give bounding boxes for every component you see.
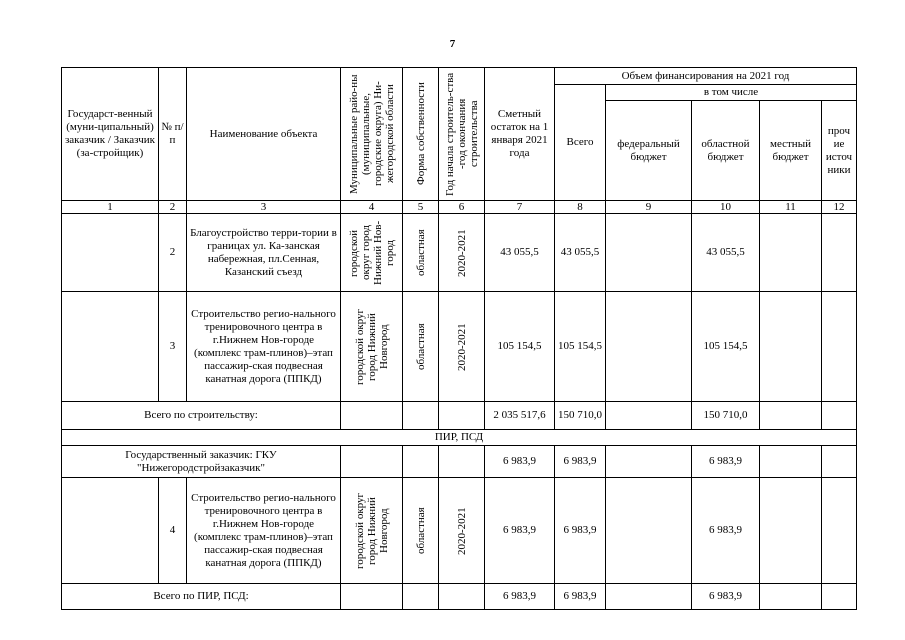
local-value xyxy=(760,446,822,478)
column-number: 1 xyxy=(62,201,159,214)
remainder-value: 105 154,5 xyxy=(485,292,555,402)
header-remainder: Сметный остаток на 1 января 2021 года xyxy=(485,68,555,201)
district-cell xyxy=(341,292,403,402)
table-row xyxy=(62,292,857,402)
header-other: проч ие источ ники xyxy=(822,101,857,201)
header-years xyxy=(439,68,485,201)
empty-cell xyxy=(439,584,485,610)
years-text: 2020-2021 xyxy=(455,322,468,371)
remainder-value: 43 055,5 xyxy=(485,214,555,292)
row-number: 3 xyxy=(159,292,187,402)
pir-total-label: Всего по ПИР, ПСД: xyxy=(62,584,341,610)
federal-value xyxy=(606,584,692,610)
header-financing: Объем финансирования на 2021 год xyxy=(555,68,857,85)
header-local: местный бюджет xyxy=(760,101,822,201)
column-number: 8 xyxy=(555,201,606,214)
column-number: 11 xyxy=(760,201,822,214)
empty-cell xyxy=(403,446,439,478)
total-value: 150 710,0 xyxy=(555,402,606,430)
header-including: в том числе xyxy=(606,85,857,101)
column-number: 10 xyxy=(692,201,760,214)
total-value: 43 055,5 xyxy=(555,214,606,292)
header-district xyxy=(341,68,403,201)
other-value xyxy=(822,214,857,292)
district-text: городской округ город Нижний Нов-город xyxy=(347,220,396,285)
header-number: № п/п xyxy=(159,68,187,201)
empty-cell xyxy=(439,402,485,430)
ownership-cell xyxy=(403,478,439,584)
empty-cell xyxy=(341,402,403,430)
remainder-value: 6 983,9 xyxy=(485,584,555,610)
row-number: 2 xyxy=(159,214,187,292)
construction-total-label: Всего по строительству: xyxy=(62,402,341,430)
years-cell xyxy=(439,478,485,584)
financing-table xyxy=(61,67,857,610)
header-ownership-text: Форма собственности xyxy=(414,82,427,186)
district-text: городской округ город Нижний Новгород xyxy=(353,308,390,385)
column-number: 3 xyxy=(187,201,341,214)
header-federal: федеральный бюджет xyxy=(606,101,692,201)
customer-cell xyxy=(62,214,159,292)
column-number: 6 xyxy=(439,201,485,214)
section-title: ПИР, ПСД xyxy=(62,430,857,446)
total-value: 6 983,9 xyxy=(555,478,606,584)
federal-value xyxy=(606,214,692,292)
header-regional: областной бюджет xyxy=(692,101,760,201)
years-cell xyxy=(439,214,485,292)
column-number: 9 xyxy=(606,201,692,214)
remainder-value: 6 983,9 xyxy=(485,446,555,478)
regional-value: 150 710,0 xyxy=(692,402,760,430)
customer-row xyxy=(62,446,857,478)
ownership-text: областная xyxy=(414,229,427,276)
header-total: Всего xyxy=(555,85,606,201)
table-row xyxy=(62,214,857,292)
ownership-cell xyxy=(403,292,439,402)
object-name: Благоустройство терри-тории в границах ул. Ка-занская набережная, пл.Сенная, Казанский съезд xyxy=(187,214,341,292)
years-text: 2020-2021 xyxy=(455,228,468,277)
column-number: 4 xyxy=(341,201,403,214)
column-number: 12 xyxy=(822,201,857,214)
total-value: 6 983,9 xyxy=(555,584,606,610)
regional-value: 6 983,9 xyxy=(692,446,760,478)
header-district-text: Муниципальные райо-ны (муниципальные, городские округа) Ни-жегородской области xyxy=(347,74,396,194)
page-number: 7 xyxy=(449,38,456,50)
local-value xyxy=(760,214,822,292)
ownership-cell xyxy=(403,214,439,292)
section-row xyxy=(62,430,857,446)
years-cell xyxy=(439,292,485,402)
header-row-1 xyxy=(62,68,857,85)
regional-value: 6 983,9 xyxy=(692,584,760,610)
regional-value: 43 055,5 xyxy=(692,214,760,292)
federal-value xyxy=(606,478,692,584)
other-value xyxy=(822,584,857,610)
total-value: 6 983,9 xyxy=(555,446,606,478)
empty-cell xyxy=(403,584,439,610)
years-text: 2020-2021 xyxy=(455,506,468,555)
column-number: 2 xyxy=(159,201,187,214)
empty-cell xyxy=(341,446,403,478)
ownership-text: областная xyxy=(414,323,427,370)
construction-total-row xyxy=(62,402,857,430)
local-value xyxy=(760,402,822,430)
empty-cell xyxy=(341,584,403,610)
header-customer: Государст-венный (муни-ципальный) заказчик / Заказчик (за-стройщик) xyxy=(62,68,159,201)
other-value xyxy=(822,402,857,430)
local-value xyxy=(760,292,822,402)
row-number: 4 xyxy=(159,478,187,584)
empty-cell xyxy=(439,446,485,478)
header-object-name: Наименование объекта xyxy=(187,68,341,201)
local-value xyxy=(760,584,822,610)
object-name: Строительство регио-нального тренировочного центра в г.Нижнем Нов-городе (комплекс трам-плинов)–этап пассажир-ская подвесная канатная дорога (ППКД) xyxy=(187,292,341,402)
district-cell xyxy=(341,214,403,292)
table-row xyxy=(62,478,857,584)
pir-total-row xyxy=(62,584,857,610)
federal-value xyxy=(606,446,692,478)
other-value xyxy=(822,292,857,402)
column-number: 5 xyxy=(403,201,439,214)
local-value xyxy=(760,478,822,584)
total-value: 105 154,5 xyxy=(555,292,606,402)
remainder-value: 6 983,9 xyxy=(485,478,555,584)
customer-label: Государственный заказчик: ГКУ "Нижегородстройзаказчик" xyxy=(62,446,341,478)
header-ownership xyxy=(403,68,439,201)
column-number: 7 xyxy=(485,201,555,214)
header-years-text: Год начала строитель-ства -год окончания строительства xyxy=(443,72,480,196)
regional-value: 6 983,9 xyxy=(692,478,760,584)
other-value xyxy=(822,478,857,584)
remainder-value: 2 035 517,6 xyxy=(485,402,555,430)
federal-value xyxy=(606,402,692,430)
district-cell xyxy=(341,478,403,584)
object-name: Строительство регио-нального тренировочного центра в г.Нижнем Нов-городе (комплекс трам-плинов)–этап пассажир-ская подвесная канатная дорога (ППКД) xyxy=(187,478,341,584)
regional-value: 105 154,5 xyxy=(692,292,760,402)
empty-cell xyxy=(403,402,439,430)
district-text: городской округ город Нижний Новгород xyxy=(353,492,390,569)
customer-cell xyxy=(62,292,159,402)
other-value xyxy=(822,446,857,478)
ownership-text: областная xyxy=(414,507,427,554)
column-numbers-row xyxy=(62,201,857,214)
federal-value xyxy=(606,292,692,402)
customer-cell xyxy=(62,478,159,584)
